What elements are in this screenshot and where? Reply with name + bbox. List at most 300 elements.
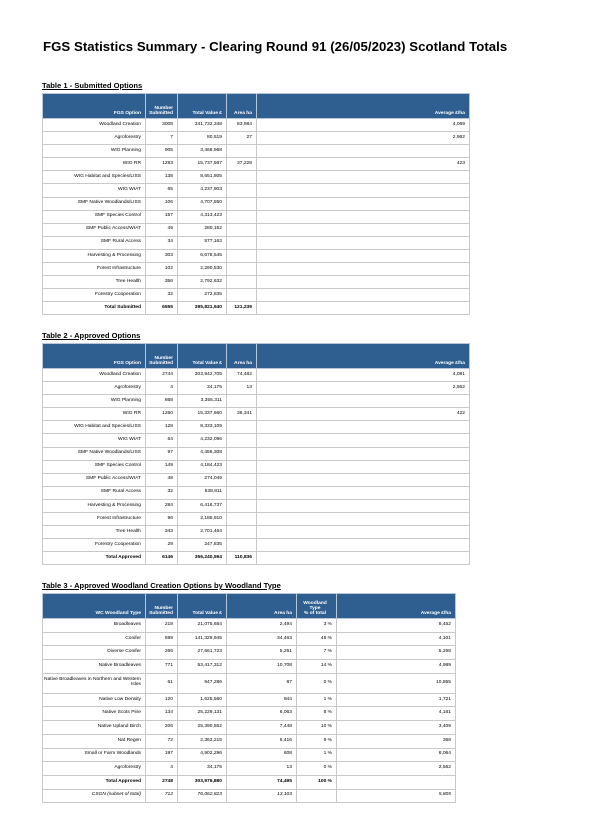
cell-average xyxy=(257,145,470,158)
cell-area xyxy=(227,249,257,262)
cell-total-value: 947,286 xyxy=(178,673,227,693)
table-row xyxy=(43,171,470,184)
cell-total-value: 341,732,348 xyxy=(178,119,227,132)
table1-title: Table 1 - Submitted Options xyxy=(42,81,143,90)
cell-average xyxy=(257,526,470,539)
cell-total-value: 8,651,805 xyxy=(178,171,227,184)
cell-number: 4 xyxy=(146,382,178,395)
cell-option: Total Approved xyxy=(43,552,146,565)
cell-average: 4,101 xyxy=(337,632,456,646)
cell-option: WIG Planning xyxy=(43,395,146,408)
cell-area: 5,251 xyxy=(227,646,297,660)
cell-woodland-type: Diverse Conifer xyxy=(43,646,146,660)
cell-area xyxy=(227,171,257,184)
cell-area: 2,494 xyxy=(227,619,297,633)
cell-area: 7,448 xyxy=(227,721,297,735)
cell-area: 10,708 xyxy=(227,660,297,674)
cell-pct-total: 8 % xyxy=(297,707,337,721)
cell-option: Agroforestry xyxy=(43,382,146,395)
cell-number: 6146 xyxy=(146,552,178,565)
cell-area: 6,063 xyxy=(227,707,297,721)
cell-option: SMF Rural Access xyxy=(43,236,146,249)
cell-number: 266 xyxy=(146,646,178,660)
header-number-line1: Number xyxy=(154,606,173,612)
cell-average: 8,064 xyxy=(337,748,456,762)
cell-number: 106 xyxy=(146,197,178,210)
table-row xyxy=(43,762,456,776)
cell-pct-total: 3 % xyxy=(297,619,337,633)
table-row xyxy=(43,249,470,262)
cell-option: Agroforestry xyxy=(43,132,146,145)
cell-total-value: 4,237,903 xyxy=(178,184,227,197)
cell-number: 157 xyxy=(146,210,178,223)
cell-area: 13 xyxy=(227,762,297,776)
col-header-area: Area ha xyxy=(227,594,297,619)
cell-number: 356 xyxy=(146,276,178,289)
cell-area: 110,836 xyxy=(227,552,257,565)
cell-area xyxy=(227,526,257,539)
cell-option: Forestry Cooperation xyxy=(43,289,146,302)
cell-total-value: 76,062,823 xyxy=(178,789,227,803)
table-row xyxy=(43,734,456,748)
cell-number: 149 xyxy=(146,460,178,473)
cell-pct-total: 0 % xyxy=(297,673,337,693)
cell-area xyxy=(227,499,257,512)
cell-total-value: 27,661,723 xyxy=(178,646,227,660)
cell-number: 138 xyxy=(146,171,178,184)
cell-total-value: 356,240,594 xyxy=(178,552,227,565)
cell-option: SMF Public Access/WIAT xyxy=(43,223,146,236)
cell-area: 944 xyxy=(227,693,297,707)
cell-number: 4 xyxy=(146,762,178,776)
cell-number: 6555 xyxy=(146,302,178,315)
cell-number: 206 xyxy=(146,721,178,735)
cell-number: 32 xyxy=(146,486,178,499)
cell-woodland-type: Native Broadleaves in Northern and Western Isles xyxy=(43,673,146,693)
cell-total-value: 1,625,560 xyxy=(178,693,227,707)
table-row xyxy=(43,526,470,539)
cell-option: Forest Infrastructure xyxy=(43,513,146,526)
total-row xyxy=(43,302,470,315)
cell-area xyxy=(227,145,257,158)
table-row xyxy=(43,473,470,486)
cell-average: 5,805 xyxy=(337,789,456,803)
cell-average xyxy=(257,499,470,512)
table2-title: Table 2 - Approved Options xyxy=(42,331,141,340)
cell-area: 83,984 xyxy=(227,119,257,132)
cell-area: 13 xyxy=(227,382,257,395)
cell-area: 6,416 xyxy=(227,734,297,748)
table-row xyxy=(43,369,470,382)
cell-area: 121,239 xyxy=(227,302,257,315)
cell-area xyxy=(227,236,257,249)
col-header-woodland-type-pct xyxy=(297,594,337,619)
cell-option: WIG WIAT xyxy=(43,184,146,197)
table-row xyxy=(43,197,470,210)
col-header-total-value: Total Value £ xyxy=(178,594,227,619)
cell-total-value: 280,152 xyxy=(178,223,227,236)
cell-area: 13,103 xyxy=(227,789,297,803)
header-number-line2: Submitted xyxy=(149,111,173,117)
cell-number: 120 xyxy=(146,693,178,707)
cell-area xyxy=(227,447,257,460)
cell-option: WIG RR xyxy=(43,158,146,171)
header-number-line1: Number xyxy=(154,356,173,362)
cell-average xyxy=(257,249,470,262)
cell-total-value: 303,976,880 xyxy=(178,775,227,789)
cell-area xyxy=(227,395,257,408)
cell-woodland-type: Native Broadleaves xyxy=(43,660,146,674)
table3-title: Table 3 - Approved Woodland Creation Options by Woodland Type xyxy=(42,581,281,590)
cell-average xyxy=(257,447,470,460)
col-header-fgs-option: FGS Option xyxy=(43,344,146,369)
cell-total-value: 3,468,968 xyxy=(178,145,227,158)
cell-area xyxy=(227,263,257,276)
cell-average xyxy=(257,236,470,249)
cell-number: 699 xyxy=(146,632,178,646)
cell-option: WIG Habitat and Species/LISS xyxy=(43,171,146,184)
cell-woodland-type: Native Upland Birch xyxy=(43,721,146,735)
cell-area xyxy=(227,210,257,223)
cell-average xyxy=(257,486,470,499)
cell-pct-total: 0 % xyxy=(297,762,337,776)
cell-area: 608 xyxy=(227,748,297,762)
table-row xyxy=(43,158,470,171)
cell-average: 4,069 xyxy=(257,119,470,132)
table-row xyxy=(43,499,470,512)
cell-option: SMF Public Access/WIAT xyxy=(43,473,146,486)
cell-average: 3,409 xyxy=(337,721,456,735)
cell-option: SMF Rural Access xyxy=(43,486,146,499)
cell-total-value: 3,355,311 xyxy=(178,395,227,408)
cell-number: 2748 xyxy=(146,775,178,789)
header-number-line2: Submitted xyxy=(149,611,173,617)
table-row xyxy=(43,263,470,276)
cell-total-value: 2,701,464 xyxy=(178,526,227,539)
cell-average xyxy=(257,223,470,236)
cell-number: 3008 xyxy=(146,119,178,132)
cell-total-value: 15,737,567 xyxy=(178,158,227,171)
cell-number: 197 xyxy=(146,748,178,762)
cell-average: 2,562 xyxy=(337,762,456,776)
table-row xyxy=(43,434,470,447)
cell-area xyxy=(227,434,257,447)
cell-total-value: 2,290,530 xyxy=(178,263,227,276)
cell-pct-total: 10 % xyxy=(297,721,337,735)
cell-average: 4,081 xyxy=(257,369,470,382)
cell-number: 49 xyxy=(146,223,178,236)
cell-total-value: 4,232,096 xyxy=(178,434,227,447)
cell-total-value: 4,902,296 xyxy=(178,748,227,762)
cell-average xyxy=(257,473,470,486)
page-title: FGS Statistics Summary - Clearing Round 91 (26/05/2023) Scotland Totals xyxy=(43,39,508,54)
cell-area xyxy=(227,513,257,526)
cell-average: 368 xyxy=(337,734,456,748)
cell-option: Tree Health xyxy=(43,276,146,289)
cell-number: 97 xyxy=(146,447,178,460)
cell-option: SMF Species Control xyxy=(43,460,146,473)
table-row xyxy=(43,646,456,660)
table1-submitted-options xyxy=(42,93,470,315)
cell-average xyxy=(257,421,470,434)
cell-option: Woodland Creation xyxy=(43,119,146,132)
table-row xyxy=(43,210,470,223)
table-row xyxy=(43,673,456,693)
cell-area: 87 xyxy=(227,673,297,693)
table-row xyxy=(43,119,470,132)
cell-pct-total: 14 % xyxy=(297,660,337,674)
cell-area xyxy=(227,184,257,197)
header-pct-line2: Type xyxy=(309,606,321,612)
cell-total-value: 2,185,910 xyxy=(178,513,227,526)
cell-area xyxy=(227,421,257,434)
cell-number: 712 xyxy=(146,789,178,803)
cell-woodland-type: Total Approved xyxy=(43,775,146,789)
cell-number: 7 xyxy=(146,132,178,145)
cell-average xyxy=(337,775,456,789)
table-row xyxy=(43,632,456,646)
table-row xyxy=(43,619,456,633)
table-row xyxy=(43,460,470,473)
cell-option: WIG RR xyxy=(43,408,146,421)
cell-option: Woodland Creation xyxy=(43,369,146,382)
cell-total-value: 577,163 xyxy=(178,236,227,249)
col-header-total-value: Total Value £ xyxy=(178,344,227,369)
cell-average xyxy=(257,539,470,552)
cell-woodland-type: CSGN (subset of total) xyxy=(43,789,146,803)
col-header-number-submitted xyxy=(146,94,178,119)
col-header-fgs-option: FGS Option xyxy=(43,94,146,119)
cell-total-value: 25,390,552 xyxy=(178,721,227,735)
cell-average xyxy=(257,302,470,315)
cell-woodland-type: Nat Regen xyxy=(43,734,146,748)
cell-number: 1260 xyxy=(146,408,178,421)
cell-total-value: 2,792,632 xyxy=(178,276,227,289)
table-row xyxy=(43,707,456,721)
cell-number: 284 xyxy=(146,499,178,512)
cell-total-value: 34,175 xyxy=(178,762,227,776)
cell-woodland-type: Small or Farm Woodlands xyxy=(43,748,146,762)
table-row xyxy=(43,236,470,249)
cell-average: 10,855 xyxy=(337,673,456,693)
col-header-average: Average £/ha xyxy=(257,94,470,119)
cell-average xyxy=(257,552,470,565)
cell-total-value: 6,678,545 xyxy=(178,249,227,262)
cell-average xyxy=(257,460,470,473)
cell-total-value: 15,337,660 xyxy=(178,408,227,421)
cell-pct-total: 46 % xyxy=(297,632,337,646)
cell-average: 8,452 xyxy=(337,619,456,633)
cell-area xyxy=(227,223,257,236)
cell-area xyxy=(227,289,257,302)
cell-total-value: 4,184,423 xyxy=(178,460,227,473)
cell-area xyxy=(227,460,257,473)
header-pct-line1: Woodland xyxy=(303,601,327,607)
col-header-number-submitted xyxy=(146,344,178,369)
cell-total-value: 6,416,737 xyxy=(178,499,227,512)
table-row xyxy=(43,721,456,735)
table-row xyxy=(43,184,470,197)
cell-area xyxy=(227,473,257,486)
table-row xyxy=(43,276,470,289)
table-row xyxy=(43,421,470,434)
cell-total-value: 25,229,131 xyxy=(178,707,227,721)
cell-total-value: 8,333,109 xyxy=(178,421,227,434)
cell-average xyxy=(257,210,470,223)
cell-average: 423 xyxy=(257,158,470,171)
cell-total-value: 274,049 xyxy=(178,473,227,486)
cell-number: 868 xyxy=(146,395,178,408)
col-header-area: Area ha xyxy=(227,94,257,119)
cell-option: Total Submitted xyxy=(43,302,146,315)
cell-total-value: 4,456,308 xyxy=(178,447,227,460)
cell-number: 96 xyxy=(146,513,178,526)
cell-average xyxy=(257,197,470,210)
cell-pct-total: 1 % xyxy=(297,748,337,762)
table-row xyxy=(43,382,470,395)
cell-number: 48 xyxy=(146,473,178,486)
cell-option: WIG WIAT xyxy=(43,434,146,447)
cell-option: SMF Species Control xyxy=(43,210,146,223)
table2-approved-options xyxy=(42,343,470,565)
cell-number: 1293 xyxy=(146,158,178,171)
cell-total-value: 247,835 xyxy=(178,539,227,552)
col-header-average: Average £/ha xyxy=(257,344,470,369)
table-row xyxy=(43,748,456,762)
cell-total-value: 21,075,684 xyxy=(178,619,227,633)
table-row xyxy=(43,223,470,236)
cell-area: 36,341 xyxy=(227,408,257,421)
cell-average: 4,989 xyxy=(337,660,456,674)
cell-woodland-type: Native Scots Pine xyxy=(43,707,146,721)
table-row xyxy=(43,486,470,499)
col-header-number-submitted xyxy=(146,594,178,619)
cell-area xyxy=(227,197,257,210)
table-row xyxy=(43,513,470,526)
cell-number: 303 xyxy=(146,249,178,262)
col-header-average: Average £/ha xyxy=(337,594,456,619)
table-row xyxy=(43,693,456,707)
table-row xyxy=(43,408,470,421)
cell-option: Forestry Cooperation xyxy=(43,539,146,552)
cell-average xyxy=(257,289,470,302)
cell-total-value: 34,175 xyxy=(178,382,227,395)
cell-average: 422 xyxy=(257,408,470,421)
col-header-woodland-type: WC Woodland Type xyxy=(43,594,146,619)
table3-woodland-types xyxy=(42,593,456,803)
cell-number: 218 xyxy=(146,619,178,633)
cell-option: SMF Native Woodlands/LISS xyxy=(43,197,146,210)
cell-number: 343 xyxy=(146,526,178,539)
cell-pct-total: 1 % xyxy=(297,693,337,707)
cell-total-value: 80,519 xyxy=(178,132,227,145)
header-pct-line3: % of total xyxy=(303,611,326,617)
cell-total-value: 141,329,945 xyxy=(178,632,227,646)
cell-average xyxy=(257,513,470,526)
cell-area: 37,228 xyxy=(227,158,257,171)
cell-option: WIG Planning xyxy=(43,145,146,158)
cell-number: 905 xyxy=(146,145,178,158)
cell-total-value: 272,835 xyxy=(178,289,227,302)
cell-number: 34 xyxy=(146,236,178,249)
table-row xyxy=(43,539,470,552)
subset-row xyxy=(43,789,456,803)
cell-number: 2744 xyxy=(146,369,178,382)
total-row xyxy=(43,775,456,789)
cell-total-value: 4,707,550 xyxy=(178,197,227,210)
table-row xyxy=(43,660,456,674)
cell-option: SMF Native Woodlands/LISS xyxy=(43,447,146,460)
cell-area: 74,495 xyxy=(227,775,297,789)
cell-number: 771 xyxy=(146,660,178,674)
cell-pct-total: 9 % xyxy=(297,734,337,748)
cell-area: 34,463 xyxy=(227,632,297,646)
cell-number: 61 xyxy=(146,673,178,693)
cell-total-value: 538,811 xyxy=(178,486,227,499)
cell-average: 2,562 xyxy=(257,382,470,395)
cell-average xyxy=(257,263,470,276)
table-row xyxy=(43,132,470,145)
cell-total-value: 395,821,940 xyxy=(178,302,227,315)
cell-area: 27 xyxy=(227,132,257,145)
cell-number: 64 xyxy=(146,434,178,447)
cell-number: 134 xyxy=(146,707,178,721)
cell-number: 65 xyxy=(146,184,178,197)
cell-number: 29 xyxy=(146,539,178,552)
cell-woodland-type: Agroforestry xyxy=(43,762,146,776)
cell-woodland-type: Conifer xyxy=(43,632,146,646)
table-row xyxy=(43,447,470,460)
cell-woodland-type: Native Low Density xyxy=(43,693,146,707)
cell-average xyxy=(257,276,470,289)
cell-option: WIG Habitat and Species/LISS xyxy=(43,421,146,434)
col-header-total-value: Total Value £ xyxy=(178,94,227,119)
cell-average: 4,161 xyxy=(337,707,456,721)
header-number-line1: Number xyxy=(154,106,173,112)
cell-area xyxy=(227,539,257,552)
cell-number: 32 xyxy=(146,289,178,302)
cell-number: 72 xyxy=(146,734,178,748)
cell-average: 1,721 xyxy=(337,693,456,707)
cell-option: Harvesting & Processing xyxy=(43,249,146,262)
cell-average xyxy=(257,434,470,447)
cell-area xyxy=(227,276,257,289)
cell-total-value: 303,942,705 xyxy=(178,369,227,382)
table-row xyxy=(43,145,470,158)
cell-average: 5,268 xyxy=(337,646,456,660)
cell-option: Tree Health xyxy=(43,526,146,539)
cell-area: 74,482 xyxy=(227,369,257,382)
cell-option: Harvesting & Processing xyxy=(43,499,146,512)
cell-option: Forest Infrastructure xyxy=(43,263,146,276)
cell-number: 102 xyxy=(146,263,178,276)
cell-area xyxy=(227,486,257,499)
table-row xyxy=(43,395,470,408)
cell-average: 2,962 xyxy=(257,132,470,145)
total-row xyxy=(43,552,470,565)
cell-average xyxy=(257,184,470,197)
cell-average xyxy=(257,171,470,184)
cell-pct-total: 100 % xyxy=(297,775,337,789)
table-row xyxy=(43,289,470,302)
cell-total-value: 2,363,215 xyxy=(178,734,227,748)
cell-number: 128 xyxy=(146,421,178,434)
header-number-line2: Submitted xyxy=(149,361,173,367)
col-header-area: Area ha xyxy=(227,344,257,369)
cell-pct-total: 7 % xyxy=(297,646,337,660)
cell-average xyxy=(257,395,470,408)
cell-pct-total xyxy=(297,789,337,803)
